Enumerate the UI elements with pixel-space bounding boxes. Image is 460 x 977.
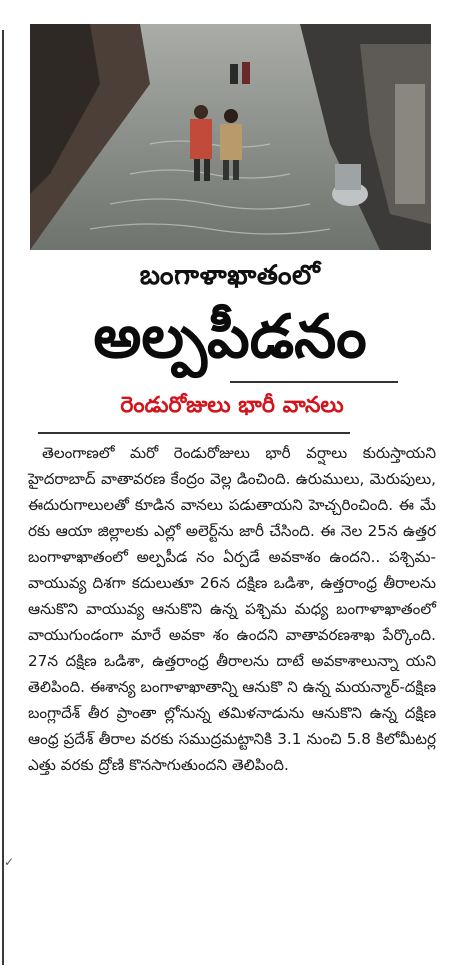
news-photo	[30, 24, 431, 250]
article-paragraph: తెలంగాణలో మరో రెండురోజులు భారీ వర్షాలు కురుస్తాయని హైదరాబాద్ వాతావరణ కేంద్రం వెల్ల డించింది. ఉరుములు, మెరుపులు, ఈదురుగాలులతో కూడిన వానలు పడుతాయని హెచ్చరించింది. ఈ మే రకు ఆయా జిల్లాలకు ఎల్లో అలెర్ట్‌ను జారీ చేసింది. ఈ నెల 25న ఉత్తర బంగాళాఖాతంలో అల్పపీడ నం ఏర్పడే అవకాశం ఉందని.. పశ్చిమ-వాయువ్య దిశగా కదులుతూ 26న దక్షిణ ఒడిశా, ఉత్తరాంధ్ర తీరాలను ఆనుకొని వాయువ్య ఆనుకొని ఉన్న పశ్చిమ మధ్య బంగాళాఖాతంలో వాయుగుండంగా మారే అవకా శం ఉందని వాతావరణశాఖ పేర్కొంది. 27న దక్షిణ ఒడిశా, ఉత్తరాంధ్ర తీరాలను దాటే అవకాశాలున్నా యని తెలిపింది. ఈశాన్య బంగాళాఖాతాన్ని ఆనుకొ ని ఉన్న మయన్మార్-దక్షిణ బంగ్లాదేశ్ తీర ప్రాంతా ల్లోనున్న తమిళనాడును ఆనుకొని ఉన్న దక్షిణ ఆంధ్ర ప్రదేశ్ తీరాల వరకు సముద్రమట్టానికి 3.1 నుంచి 5.8 కిలోమీటర్ల ఎత్తు వరకు ద్రోణి కొనసాగుతుందని తెలిపింది.	[28, 444, 436, 774]
headline-rule	[230, 381, 398, 383]
headline: అల్పపీడనం	[93, 302, 367, 372]
column-rule	[2, 30, 4, 965]
subheadline: రెండురోజులు భారీ వానలు	[120, 393, 344, 418]
subheadline-rule	[38, 432, 350, 434]
article-body	[28, 440, 436, 778]
kicker: బంగాళాఖాతంలో	[139, 260, 321, 291]
check-mark-icon: ✓	[4, 855, 15, 869]
